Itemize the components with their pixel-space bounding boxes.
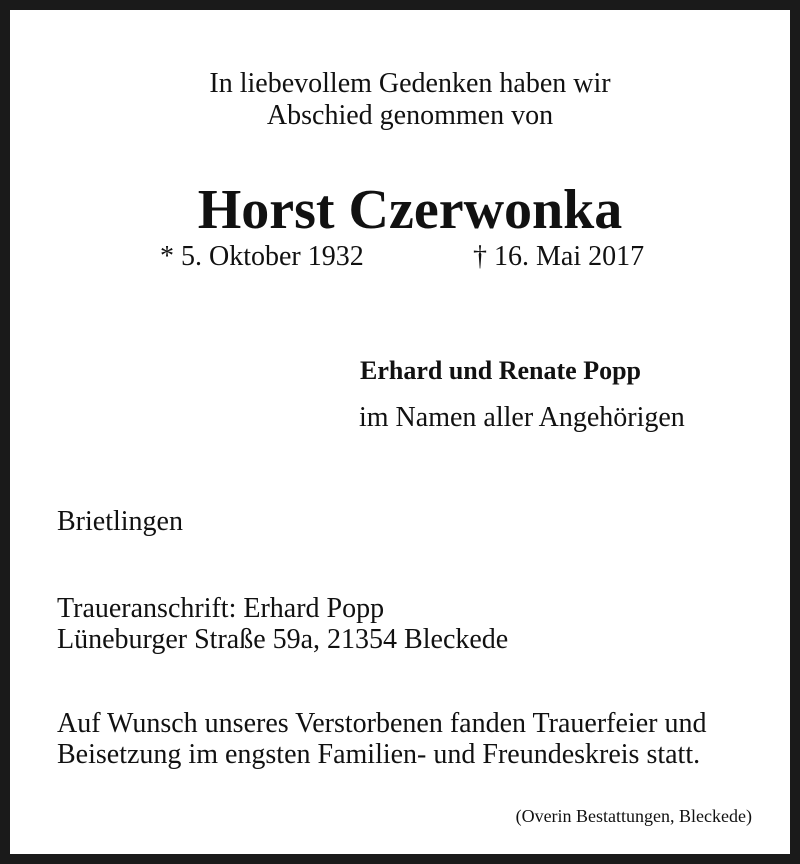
birth-date: * 5. Oktober 1932 — [160, 241, 364, 272]
mourning-address-line-1: Traueranschrift: Erhard Popp — [57, 593, 385, 624]
funeral-note-line-2: Beisetzung im engsten Familien- und Freundeskreis statt. — [57, 739, 701, 770]
family-names: Erhard und Renate Popp — [360, 356, 641, 385]
undertaker-credit: (Overin Bestattungen, Bleckede) — [515, 806, 752, 826]
death-date: † 16. Mai 2017 — [473, 241, 645, 272]
funeral-note-line-1: Auf Wunsch unseres Verstorbenen fanden Trauerfeier und — [57, 708, 707, 739]
mourning-address-line-2: Lüneburger Straße 59a, 21354 Bleckede — [57, 624, 509, 655]
deceased-name: Horst Czerwonka — [197, 179, 623, 241]
intro-line-2: Abschied genommen von — [266, 100, 554, 131]
place-name: Brietlingen — [57, 506, 183, 537]
family-subtitle: im Namen aller Angehörigen — [359, 402, 685, 433]
intro-line-1: In liebevollem Gedenken haben wir — [209, 68, 611, 99]
